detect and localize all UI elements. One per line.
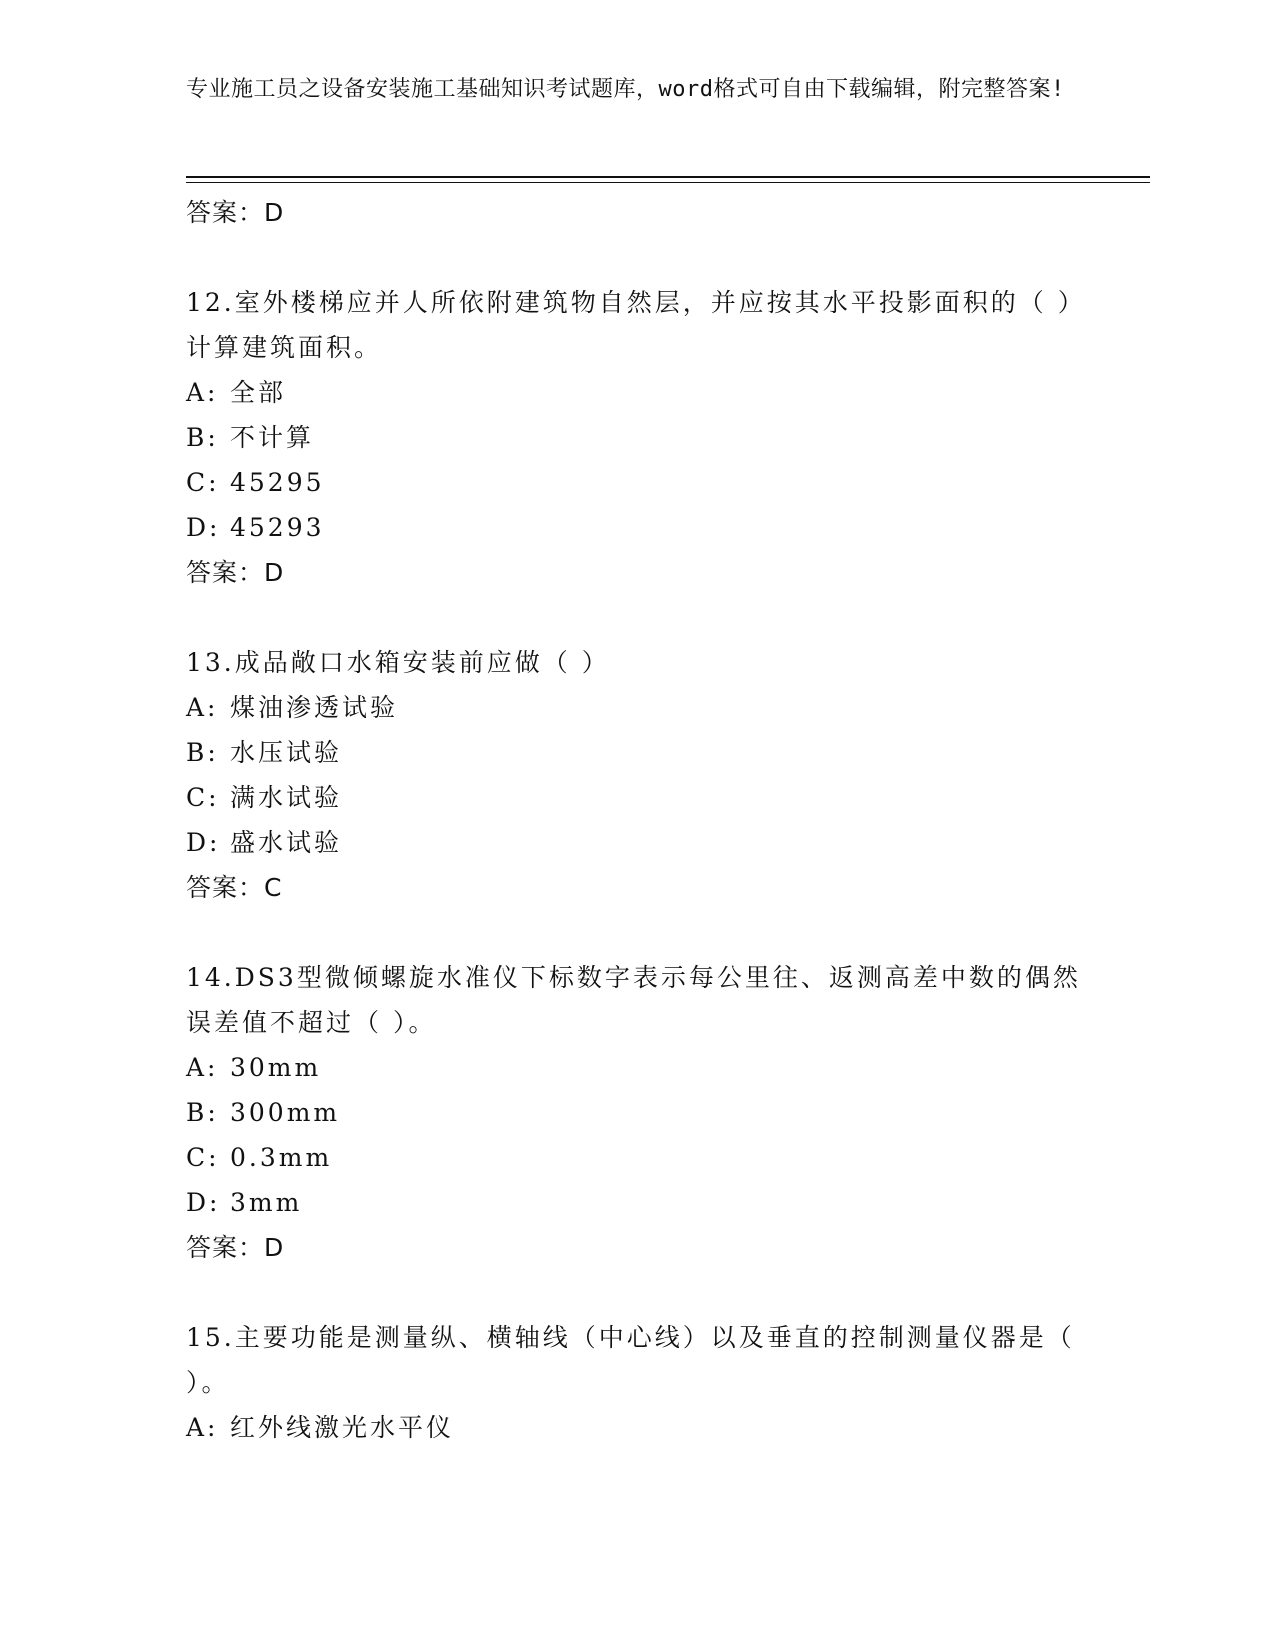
option-letter: A: bbox=[186, 1053, 219, 1082]
option-letter: B: bbox=[186, 423, 219, 452]
answer-value: D bbox=[264, 558, 285, 587]
option-c bbox=[186, 1135, 1086, 1180]
spacer bbox=[186, 1270, 1086, 1315]
option-letter: B: bbox=[186, 1098, 219, 1127]
question-12 bbox=[186, 280, 1086, 550]
option-text: 满水试验 bbox=[230, 783, 343, 812]
option-text: 全部 bbox=[230, 378, 287, 407]
question-list bbox=[186, 190, 1086, 1450]
option-letter: A: bbox=[186, 1413, 219, 1442]
option-letter: D: bbox=[186, 828, 221, 857]
option-letter: D: bbox=[186, 513, 221, 542]
option-d bbox=[186, 1180, 1086, 1225]
answer-value: D bbox=[264, 1233, 285, 1262]
option-text: 45295 bbox=[230, 468, 325, 497]
option-a bbox=[186, 685, 1086, 730]
question-stem: 13.成品敞口水箱安装前应做（ ） bbox=[186, 648, 610, 677]
answer-prefix: 答案： bbox=[186, 558, 265, 587]
option-text: 水压试验 bbox=[230, 738, 343, 767]
option-letter: C: bbox=[186, 468, 220, 497]
option-letter: D: bbox=[186, 1188, 221, 1217]
option-text: 300mm bbox=[230, 1098, 341, 1127]
option-a bbox=[186, 1405, 1086, 1450]
option-a bbox=[186, 1045, 1086, 1090]
option-b bbox=[186, 730, 1086, 775]
option-text: 不计算 bbox=[230, 423, 315, 452]
answer-prefix: 答案： bbox=[186, 873, 265, 902]
answer-prefix: 答案： bbox=[186, 198, 265, 227]
option-d bbox=[186, 505, 1086, 550]
option-text: 45293 bbox=[230, 513, 325, 542]
option-letter: B: bbox=[186, 738, 219, 767]
header-divider bbox=[186, 176, 1150, 178]
option-letter: A: bbox=[186, 378, 219, 407]
spacer bbox=[186, 235, 1086, 280]
option-text: 3mm bbox=[230, 1188, 303, 1217]
option-letter: C: bbox=[186, 783, 220, 812]
option-text: 煤油渗透试验 bbox=[230, 693, 399, 722]
header-divider-thin bbox=[186, 182, 1150, 183]
answer-line bbox=[186, 190, 1086, 235]
option-letter: C: bbox=[186, 1143, 220, 1172]
option-c bbox=[186, 775, 1086, 820]
spacer bbox=[186, 910, 1086, 955]
question-13 bbox=[186, 640, 1086, 865]
answer-prefix: 答案： bbox=[186, 1233, 265, 1262]
option-b bbox=[186, 415, 1086, 460]
answer-line bbox=[186, 865, 1086, 910]
page-header: 专业施工员之设备安装施工基础知识考试题库，word格式可自由下载编辑，附完整答案! bbox=[186, 77, 1065, 102]
option-a bbox=[186, 370, 1086, 415]
option-text: 0.3mm bbox=[230, 1143, 333, 1172]
question-15 bbox=[186, 1315, 1086, 1450]
option-text: 30mm bbox=[230, 1053, 322, 1082]
option-c bbox=[186, 460, 1086, 505]
option-text: 红外线激光水平仪 bbox=[230, 1413, 455, 1442]
option-text: 盛水试验 bbox=[230, 828, 343, 857]
answer-value: C bbox=[264, 873, 283, 902]
answer-value: D bbox=[264, 198, 285, 227]
question-stem: 15.主要功能是测量纵、横轴线（中心线）以及垂直的控制测量仪器是（ ）。 bbox=[186, 1323, 1075, 1397]
answer-line bbox=[186, 550, 1086, 595]
option-d bbox=[186, 820, 1086, 865]
option-letter: A: bbox=[186, 693, 219, 722]
option-b bbox=[186, 1090, 1086, 1135]
spacer bbox=[186, 595, 1086, 640]
answer-line bbox=[186, 1225, 1086, 1270]
question-stem: 12.室外楼梯应并人所依附建筑物自然层，并应按其水平投影面积的（ ）计算建筑面积。 bbox=[186, 288, 1086, 362]
question-stem: 14.DS3型微倾螺旋水准仪下标数字表示每公里往、返测高差中数的偶然误差值不超过（ ）。 bbox=[186, 963, 1081, 1037]
question-14 bbox=[186, 955, 1086, 1225]
